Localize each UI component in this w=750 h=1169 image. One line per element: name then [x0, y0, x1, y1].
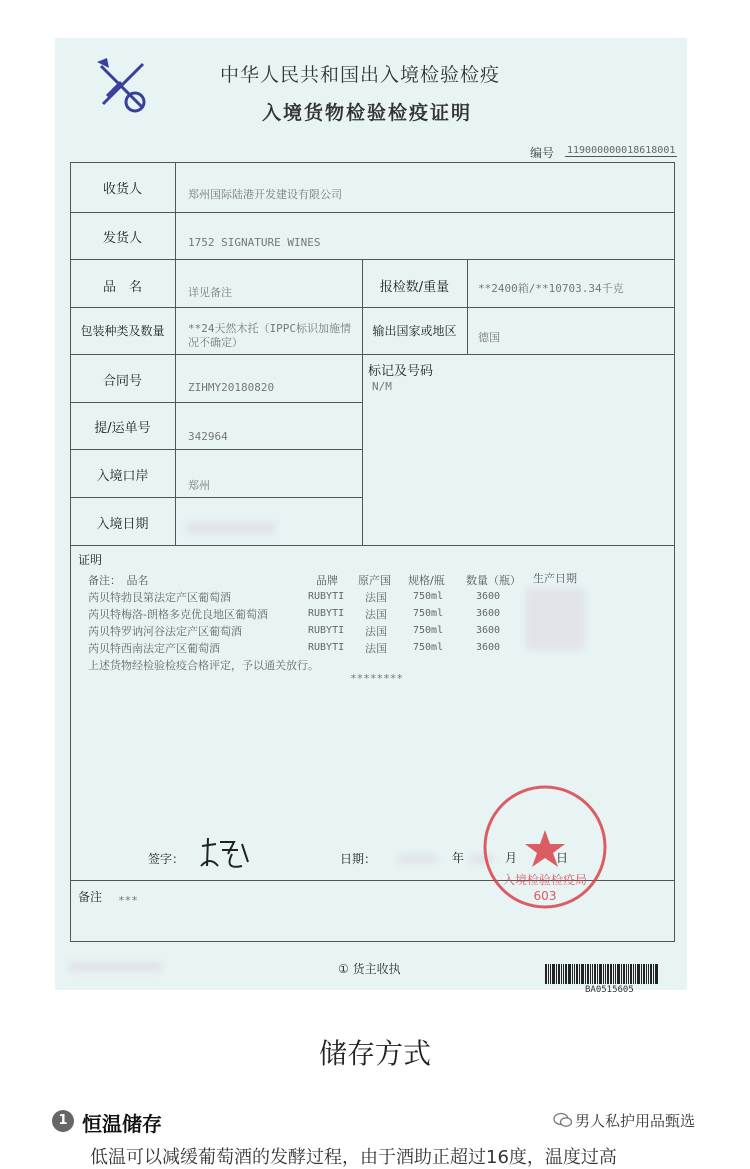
contract-label: 合同号: [102, 374, 142, 389]
quantity-header: 数量（瓶）: [466, 574, 521, 587]
step-number-badge: 1: [52, 1110, 74, 1132]
goods-value: 详见备注: [188, 286, 232, 299]
account-watermark: 男人私护用品甄选: [575, 1112, 696, 1130]
inspection-emblem-icon: [95, 58, 157, 118]
step-title: 恒温储存: [82, 1112, 162, 1136]
packing-label: 包装种类及数量: [80, 324, 165, 338]
brand-header: 品牌: [316, 574, 338, 587]
origin-value: 德国: [478, 331, 500, 344]
origin-label: 输出国家或地区: [372, 324, 457, 338]
goods-label: 品 名: [102, 280, 142, 295]
certificate-label: 证明: [78, 553, 103, 567]
quantity-label: 报检数/重量: [379, 280, 450, 295]
stamp-number: 603: [533, 889, 557, 903]
signature-label: 签字：: [148, 852, 185, 866]
date-label: 日期：: [340, 852, 377, 866]
port-value: 郑州: [188, 479, 210, 492]
copy-label: ① 货主收执: [338, 962, 401, 976]
end-stars: ********: [350, 672, 403, 685]
contract-value: ZIHMY20180820: [188, 381, 275, 394]
consignor-label: 发货人: [102, 231, 142, 246]
marks-value: N/M: [372, 380, 392, 393]
year-label: 年: [452, 851, 465, 865]
body-text-partial: 低温可以减缓葡萄酒的发酵过程，由于酒助正超过16度，温度过高: [90, 1147, 617, 1168]
spec-header: 规格/瓶: [408, 574, 445, 587]
barcode: [545, 964, 675, 984]
quantity-value: **2400箱/**10703.34千克: [478, 282, 624, 295]
official-stamp: [480, 782, 610, 912]
stamp-text: 入境检验检疫局: [502, 873, 588, 887]
barcode-number: BA0515605: [585, 985, 634, 995]
document-title: 入境货物检验检疫证明: [262, 102, 473, 124]
serial-number: 119000000018618001: [567, 145, 676, 156]
production-date-header: 生产日期: [533, 572, 577, 585]
waybill-label: 提/运单号: [94, 421, 151, 436]
remark-name-header: 备注： 品名: [88, 574, 149, 587]
remarks-label: 备注: [78, 890, 103, 904]
clearance-statement: 上述货物经检验检疫合格评定，予以通关放行。: [88, 659, 319, 672]
redacted-year: [398, 854, 438, 864]
remarks-value: ***: [118, 894, 138, 907]
redacted-entry-date: [186, 522, 276, 534]
consignor-value: 1752 SIGNATURE WINES: [188, 236, 321, 249]
consignee-label: 收货人: [102, 182, 142, 197]
handwritten-signature-icon: [198, 836, 252, 872]
consignee-value: 郑州国际陆港开发建设有限公司: [188, 188, 342, 201]
entry-date-label: 入境日期: [96, 517, 149, 532]
port-label: 入境口岸: [96, 469, 149, 484]
day-label: 日: [556, 851, 569, 865]
origin-country-header: 原产国: [358, 574, 391, 587]
section-heading: 储存方式: [318, 1037, 431, 1070]
authority-title: 中华人民共和国出入境检验检疫: [220, 64, 501, 86]
redacted-footer-code: [68, 962, 163, 972]
month-label: 月: [505, 851, 518, 865]
redacted-production-dates: [525, 588, 585, 650]
marks-label: 标记及号码: [368, 364, 434, 379]
waybill-value: 342964: [188, 430, 228, 443]
wechat-icon: [553, 1112, 573, 1128]
packing-value: **24天然木托（IPPC标识加施情况不确定）: [188, 322, 351, 349]
serial-label: 编号: [530, 146, 555, 160]
